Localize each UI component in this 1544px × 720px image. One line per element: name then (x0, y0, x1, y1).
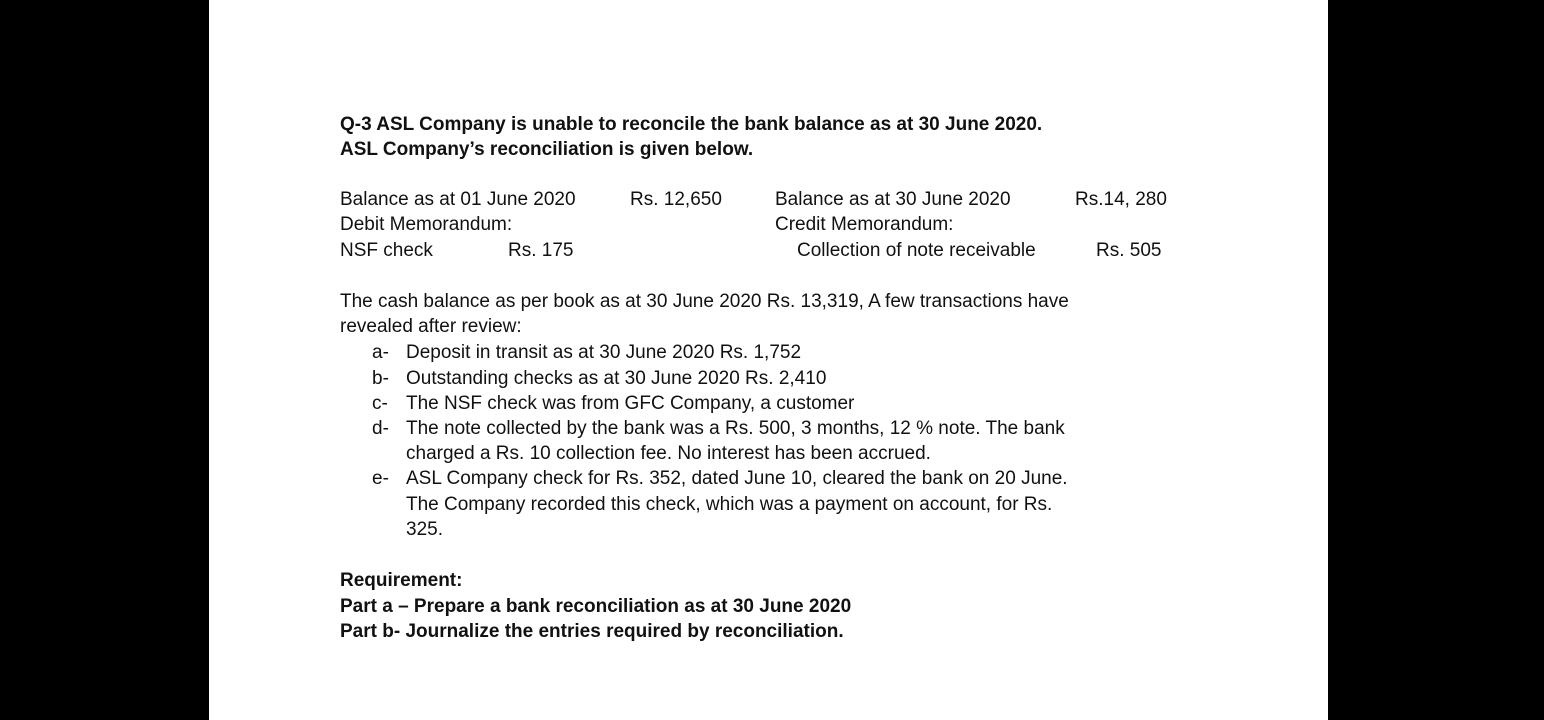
note-collection-value: Rs. 505 (1096, 240, 1162, 261)
credit-memorandum-title: Credit Memorandum: (775, 214, 954, 235)
opening-balance-label: Balance as at 01 June 2020 (340, 189, 576, 210)
list-item-d-line-1: The note collected by the bank was a Rs. 500, 3 months, 12 % note. The bank (406, 418, 1065, 439)
requirement-heading: Requirement: (340, 570, 463, 591)
list-marker-c: c- (372, 393, 388, 414)
debit-memorandum-title: Debit Memorandum: (340, 214, 513, 235)
list-marker-e: e- (372, 468, 389, 489)
closing-balance-value: Rs.14, 280 (1075, 189, 1167, 210)
list-item-c-line-1: The NSF check was from GFC Company, a customer (406, 393, 855, 414)
list-item-a-line-1: Deposit in transit as at 30 June 2020 Rs. 1,752 (406, 342, 802, 363)
nsf-check-value: Rs. 175 (508, 240, 574, 261)
list-item-b-line-1: Outstanding checks as at 30 June 2020 Rs. 2,410 (406, 368, 827, 389)
closing-balance-label: Balance as at 30 June 2020 (775, 189, 1011, 210)
intro-line-1: The cash balance as per book as at 30 June 2020 Rs. 13,319, A few transactions have (340, 291, 1069, 312)
list-item-e-line-3: 325. (406, 519, 443, 540)
requirement-part-b: Part b- Journalize the entries required by reconciliation. (340, 621, 844, 642)
opening-balance-value: Rs. 12,650 (630, 189, 722, 210)
list-item-e-line-2: The Company recorded this check, which was a payment on account, for Rs. (406, 494, 1053, 515)
list-marker-b: b- (372, 368, 389, 389)
list-item-d-line-2: charged a Rs. 10 collection fee. No interest has been accrued. (406, 443, 931, 464)
list-marker-a: a- (372, 342, 389, 363)
question-line-1: Q-3 ASL Company is unable to reconcile the bank balance as at 30 June 2020. (340, 114, 1043, 135)
nsf-check-label: NSF check (340, 240, 433, 261)
requirement-part-a: Part a – Prepare a bank reconciliation as at 30 June 2020 (340, 596, 852, 617)
note-collection-label: Collection of note receivable (797, 240, 1036, 261)
list-item-e-line-1: ASL Company check for Rs. 352, dated June 10, cleared the bank on 20 June. (406, 468, 1068, 489)
question-line-2: ASL Company’s reconciliation is given below. (340, 139, 754, 160)
list-marker-d: d- (372, 418, 389, 439)
intro-line-2: revealed after review: (340, 316, 522, 337)
